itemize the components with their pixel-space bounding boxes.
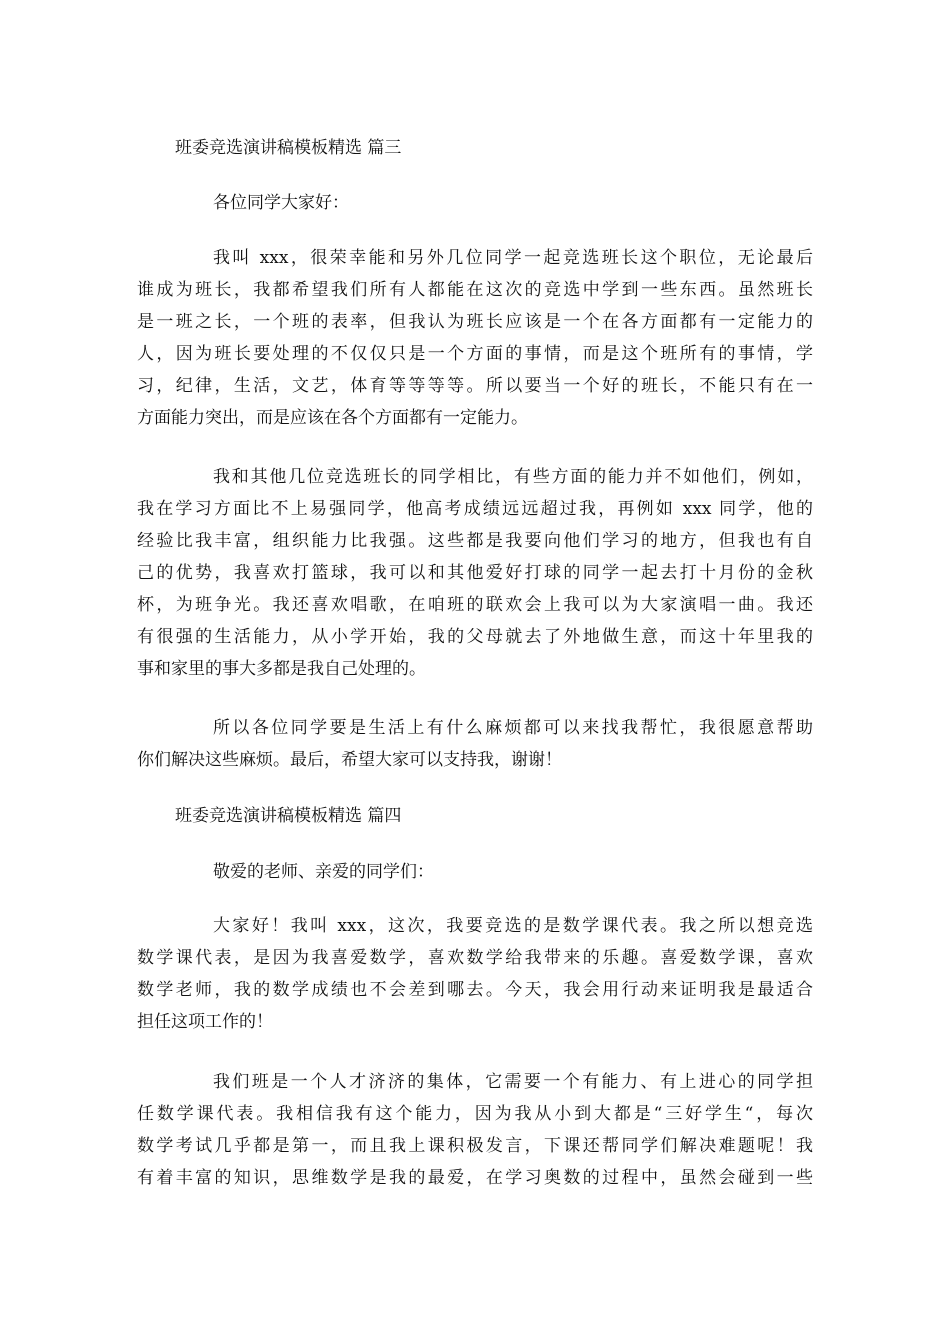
text-line: 杯，为班争光。我还喜欢唱歌，在咱班的联欢会上我可以为大家演唱一曲。我还 <box>137 595 813 615</box>
text-line: 我在学习方面比不上易强同学，他高考成绩远远超过我，再例如 xxx 同学，他的 <box>137 499 813 519</box>
text-line: 有很强的生活能力，从小学开始，我的父母就去了外地做生意，而这十年里我的 <box>137 627 813 647</box>
paragraph-3-1 <box>137 242 813 434</box>
salutation-4: 敬爱的老师、亲爱的同学们： <box>213 862 434 882</box>
text-line: 是一班之长，一个班的表率，但我认为班长应该是一个在各方面都有一定能力的 <box>137 312 813 332</box>
paragraph-4-1 <box>137 910 813 1038</box>
text-line: 事和家里的事大多都是我自己处理的。 <box>137 659 426 679</box>
text-line: 方面能力突出，而是应该在各个方面都有一定能力。 <box>137 408 528 428</box>
text-line: 任数学课代表。我相信我有这个能力，因为我从小到大都是“三好学生“，每次 <box>137 1104 813 1124</box>
text-line: 经验比我丰富，组织能力比我强。这些都是我要向他们学习的地方，但我也有自 <box>137 531 813 551</box>
text-line: 我叫 xxx，很荣幸能和另外几位同学一起竞选班长这个职位，无论最后 <box>213 248 813 268</box>
text-line: 大家好！我叫 xxx，这次，我要竞选的是数学课代表。我之所以想竞选 <box>213 916 813 936</box>
salutation-3: 各位同学大家好： <box>213 193 349 213</box>
section-heading-4: 班委竞选演讲稿模板精选 篇四 <box>175 806 402 826</box>
text-line: 我们班是一个人才济济的集体，它需要一个有能力、有上进心的同学担 <box>213 1072 813 1092</box>
paragraph-4-2 <box>137 1066 813 1194</box>
text-line: 人，因为班长要处理的不仅仅只是一个方面的事情，而是这个班所有的事情，学 <box>137 344 813 364</box>
text-line: 数学考试几乎都是第一，而且我上课积极发言，下课还帮同学们解决难题呢！我 <box>137 1136 813 1156</box>
text-line: 己的优势，我喜欢打篮球，我可以和其他爱好打球的同学一起去打十月份的金秋 <box>137 563 813 583</box>
text-line: 你们解决这些麻烦。最后，希望大家可以支持我，谢谢！ <box>137 750 562 770</box>
text-line: 有着丰富的知识，思维数学是我的最爱，在学习奥数的过程中，虽然会碰到一些 <box>137 1168 813 1188</box>
paragraph-3-2 <box>137 461 813 685</box>
text-line: 习，纪律，生活，文艺，体育等等等等。所以要当一个好的班长，不能只有在一 <box>137 376 813 396</box>
text-line: 所以各位同学要是生活上有什么麻烦都可以来找我帮忙，我很愿意帮助 <box>213 718 813 738</box>
text-line: 我和其他几位竞选班长的同学相比，有些方面的能力并不如他们，例如， <box>213 467 813 487</box>
text-line: 担任这项工作的！ <box>137 1012 273 1032</box>
paragraph-3-3 <box>137 712 813 776</box>
text-line: 数学课代表，是因为我喜爱数学，喜欢数学给我带来的乐趣。喜爱数学课，喜欢 <box>137 948 813 968</box>
text-line: 谁成为班长，我都希望我们所有人都能在这次的竞选中学到一些东西。虽然班长 <box>137 280 813 300</box>
text-line: 数学老师，我的数学成绩也不会差到哪去。今天，我会用行动来证明我是最适合 <box>137 980 813 1000</box>
section-heading-3: 班委竞选演讲稿模板精选 篇三 <box>175 138 402 158</box>
